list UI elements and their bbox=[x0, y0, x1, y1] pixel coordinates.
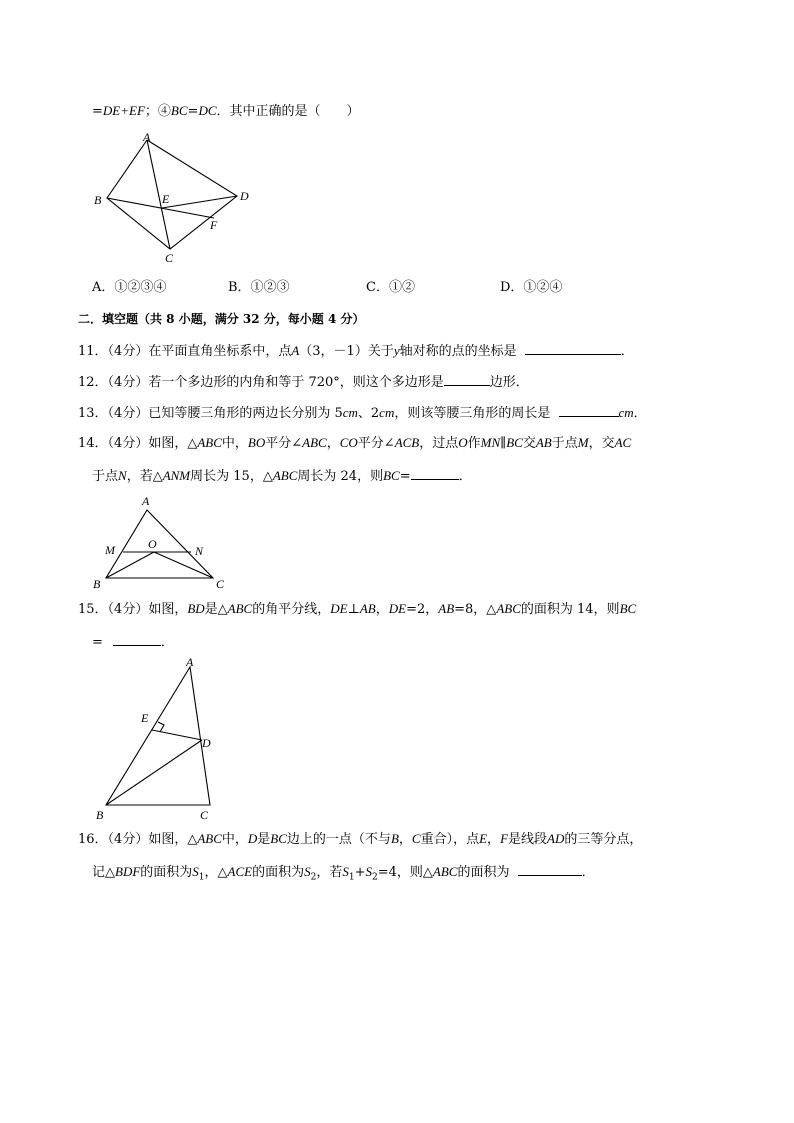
q14-ab: AB bbox=[535, 435, 552, 450]
q14-t1: 14．（4分）如图，△ bbox=[78, 436, 198, 451]
q12-answer-blank bbox=[444, 372, 490, 386]
q16-l2-t6: =4，则△ bbox=[377, 865, 433, 880]
q16-t8: 是线段 bbox=[508, 832, 548, 847]
q14-l2-end: ． bbox=[458, 469, 472, 484]
q15-answer-blank bbox=[113, 632, 161, 646]
q11-line bbox=[78, 341, 634, 361]
fig15-label-B: B bbox=[96, 808, 104, 822]
q15-t1: 15．（4分）如图， bbox=[78, 602, 188, 617]
q16-l2-s1-sub: 1 bbox=[198, 872, 205, 883]
fig10-label-C: C bbox=[165, 251, 174, 265]
q16-l2-s2-sub: 2 bbox=[310, 872, 317, 883]
q14-abc: ABC bbox=[197, 435, 222, 450]
q10-choice-d: D．①②④ bbox=[500, 280, 563, 295]
q14-m: M bbox=[577, 435, 589, 450]
q12-end: 边形． bbox=[489, 375, 529, 390]
q12-line bbox=[78, 372, 529, 392]
q11-coords: （3，－1）关于 bbox=[299, 344, 394, 359]
q16-b: B bbox=[390, 831, 399, 846]
q14-line2 bbox=[92, 466, 472, 486]
q16-l2-s2b-sub: 2 bbox=[372, 872, 378, 883]
q16-l2-s1: S bbox=[192, 864, 199, 879]
q15-t2: 是△ bbox=[204, 602, 228, 617]
fig14-label-O: O bbox=[148, 537, 157, 551]
q16-t1: 16．（4分）如图，△ bbox=[78, 832, 198, 847]
fig10-label-B: B bbox=[94, 193, 102, 207]
q10-prefix: = bbox=[92, 104, 103, 119]
q15-t4: ⊥ bbox=[347, 602, 360, 617]
q16-l2-t3: ，△ bbox=[204, 865, 228, 880]
fig14-label-C: C bbox=[216, 577, 225, 591]
q15-ab2: AB bbox=[438, 601, 455, 616]
q15-de: DE bbox=[330, 601, 348, 616]
q10-expr2: BC bbox=[170, 103, 188, 118]
fig10-label-D: D bbox=[240, 189, 249, 203]
q16-t7: ， bbox=[487, 832, 501, 847]
q13-end: ． bbox=[633, 406, 647, 421]
q16-line2 bbox=[92, 862, 595, 887]
q15-abc2: ABC bbox=[496, 601, 521, 616]
q10-suffix: ．其中正确的是（ ） bbox=[216, 104, 360, 119]
q16-l2-s1b: S bbox=[342, 864, 349, 879]
q15-bd: BD bbox=[187, 601, 205, 616]
q14-t6: ，过点 bbox=[419, 436, 459, 451]
q16-t9: 的三等分点， bbox=[564, 832, 643, 847]
q16-l2-bdf: BDF bbox=[115, 864, 141, 879]
fig10-label-F: F bbox=[210, 218, 218, 232]
q16-l2-end: ． bbox=[581, 865, 595, 880]
q16-line1 bbox=[78, 830, 642, 849]
fig14-label-M: M bbox=[105, 543, 115, 557]
q16-t2: 中， bbox=[221, 832, 248, 847]
q16-abc: ABC bbox=[197, 831, 222, 846]
q12-text: 12．（4分）若一个多边形的内角和等于 720°，则这个多边形是 bbox=[78, 375, 444, 390]
q16-f: F bbox=[500, 831, 509, 846]
q14-mn: MN bbox=[480, 435, 501, 450]
fig10-label-E: E bbox=[162, 192, 170, 206]
q15-t6: =2， bbox=[406, 602, 439, 617]
q14-o: O bbox=[458, 435, 468, 450]
q16-e: E bbox=[479, 831, 488, 846]
fig14-label-B: B bbox=[93, 577, 101, 591]
fig15-right-angle-mark bbox=[158, 722, 164, 732]
q13-rest: ，则该等腰三角形的周长是 bbox=[394, 406, 551, 421]
q14-l2-bc: BC bbox=[383, 468, 400, 483]
q13-answer-blank bbox=[559, 403, 619, 417]
q14-ac: AC bbox=[614, 435, 632, 450]
q16-l2-s2: S bbox=[304, 864, 311, 879]
fig15-seg-BD bbox=[106, 740, 202, 805]
q14-t4: ， bbox=[326, 436, 340, 451]
q16-answer-blank bbox=[518, 862, 582, 876]
q16-t3: 是 bbox=[257, 832, 271, 847]
q10-expr1: DE+EF bbox=[102, 103, 145, 118]
q15-ab: AB bbox=[359, 601, 376, 616]
q14-line1 bbox=[78, 434, 631, 453]
q15-abc: ABC bbox=[227, 601, 253, 616]
q15-bc: BC bbox=[619, 601, 637, 616]
q13-text: 13．（4分）已知等腰三角形的两边长分别为 5 bbox=[78, 406, 343, 421]
q10-tail-line bbox=[92, 102, 360, 121]
q15-t3: 的角平分线， bbox=[252, 602, 331, 617]
q11-end: ． bbox=[620, 344, 634, 359]
q16-l2-plus: + bbox=[354, 865, 366, 880]
q16-l2-s1b-sub: 1 bbox=[348, 872, 355, 883]
q16-l2-t1: 记△ bbox=[92, 865, 115, 880]
q16-l2-abc: ABC bbox=[432, 864, 458, 879]
q14-bc: BC bbox=[506, 435, 523, 450]
fig10-seg-ED bbox=[162, 196, 237, 208]
q16-l2-s2b: S bbox=[365, 864, 372, 879]
q14-l2-eq: = bbox=[399, 469, 411, 484]
q14-l2-t4: 周长为 24，则 bbox=[297, 469, 384, 484]
q15-figure bbox=[88, 652, 228, 827]
q13-unit1: cm bbox=[342, 405, 358, 420]
q13-line bbox=[78, 403, 647, 423]
q16-l2-t4: 的面积为 bbox=[252, 865, 305, 880]
section2-title: 二．填空题（共 8 小题，满分 32 分，每小题 4 分） bbox=[78, 312, 365, 326]
q14-acb: ACB bbox=[394, 435, 420, 450]
fig15-label-D: D bbox=[202, 736, 211, 750]
q15-l2-eq: = bbox=[92, 635, 103, 650]
q15-line1 bbox=[78, 600, 636, 619]
q16-bc: BC bbox=[270, 831, 287, 846]
q13-unit2: cm bbox=[379, 405, 395, 420]
fig15-label-C: C bbox=[200, 808, 209, 822]
q10-choice-c: C．①② bbox=[366, 280, 415, 295]
q16-t4: 边上的一点（不与 bbox=[286, 832, 391, 847]
q10-eq: = bbox=[187, 104, 199, 119]
q15-t8: 的面积为 14，则 bbox=[520, 602, 620, 617]
q16-l2-ace: ACE bbox=[227, 864, 253, 879]
fig14-seg-OC bbox=[154, 552, 213, 578]
q14-t3: 平分∠ bbox=[265, 436, 303, 451]
fig15-seg-ED bbox=[152, 730, 202, 740]
q14-bo: BO bbox=[247, 435, 266, 450]
q14-t7: 作 bbox=[467, 436, 481, 451]
q14-l2-t2: ，若△ bbox=[126, 469, 163, 484]
q16-t6: 重合），点 bbox=[420, 832, 480, 847]
q10-figure bbox=[88, 128, 258, 268]
fig15-label-E: E bbox=[141, 711, 149, 725]
q11-text: 11．（4分）在平面直角坐标系中，点 bbox=[78, 344, 292, 359]
q14-l2-anm: ANM bbox=[162, 468, 191, 483]
q16-l2-t7: 的面积为 bbox=[457, 865, 510, 880]
q16-ad: AD bbox=[547, 831, 565, 846]
q14-l2-n: N bbox=[118, 468, 127, 483]
fig15-label-A: A bbox=[186, 655, 194, 669]
q10-choice-a: A．①②③④ bbox=[92, 280, 167, 295]
q10-sep: ；④ bbox=[144, 104, 171, 119]
q14-t8: ∥ bbox=[500, 436, 507, 451]
q10-choice-b: B．①②③ bbox=[228, 280, 290, 295]
fig10-outline bbox=[107, 140, 237, 249]
q11-rest: 轴对称的点的坐标是 bbox=[399, 344, 517, 359]
q13-unit3: cm bbox=[618, 405, 634, 420]
q10-expr3: DC bbox=[198, 103, 217, 118]
q15-line2 bbox=[92, 632, 174, 652]
q14-abc2: ABC bbox=[302, 435, 327, 450]
q14-figure bbox=[88, 492, 238, 592]
q11-axis: y bbox=[393, 343, 400, 358]
q15-de2: DE bbox=[388, 601, 407, 616]
q16-d: D bbox=[247, 831, 258, 846]
fig15-triangle bbox=[106, 667, 210, 805]
q11-point: A bbox=[291, 343, 300, 358]
q15-t5: ， bbox=[375, 602, 389, 617]
q14-co: CO bbox=[339, 435, 358, 450]
q15-l2-end: ． bbox=[160, 635, 174, 650]
q14-t10: 于点 bbox=[551, 436, 578, 451]
q16-c: C bbox=[411, 831, 421, 846]
q16-l2-t5: ，若 bbox=[316, 865, 343, 880]
q14-answer-blank bbox=[411, 466, 459, 480]
q14-t2: 中， bbox=[221, 436, 248, 451]
q15-t7: =8，△ bbox=[454, 602, 497, 617]
q16-t5: ， bbox=[398, 832, 412, 847]
q14-l2-abc: ABC bbox=[272, 468, 298, 483]
fig14-label-N: N bbox=[195, 544, 204, 558]
q14-t9: 交 bbox=[522, 436, 536, 451]
q14-t11: ，交 bbox=[588, 436, 615, 451]
fig14-label-A: A bbox=[142, 494, 150, 508]
fig10-label-A: A bbox=[143, 130, 151, 144]
fig10-seg-BF bbox=[107, 198, 214, 218]
q14-l2-t3: 周长为 15，△ bbox=[190, 469, 273, 484]
q11-answer-blank bbox=[525, 341, 621, 355]
q14-t5: 平分∠ bbox=[357, 436, 395, 451]
q13-mid: 、2 bbox=[357, 406, 380, 421]
q14-l2-t1: 于点 bbox=[92, 469, 119, 484]
q16-l2-t2: 的面积为 bbox=[140, 865, 193, 880]
